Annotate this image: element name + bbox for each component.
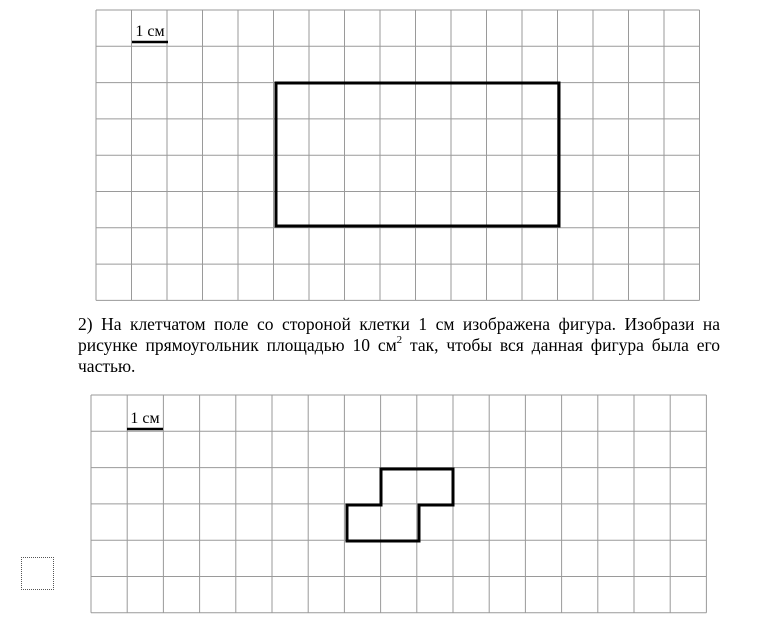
task-2-text bbox=[78, 314, 720, 377]
top-rectangle-figure bbox=[276, 83, 559, 226]
answer-box[interactable] bbox=[21, 557, 54, 590]
task-number: 2) bbox=[78, 314, 93, 334]
bottom-scale-label: 1 см bbox=[130, 410, 160, 427]
bottom-grid bbox=[91, 395, 706, 613]
task-text-superscript: 2 bbox=[396, 334, 403, 346]
top-scale-label: 1 см bbox=[135, 23, 165, 40]
bottom-step-figure bbox=[347, 469, 453, 541]
task-text-main: На клетчатом поле со стороной клетки 1 см изображена фигура. Изобрази на рисунке прямоугольник площадью 10 см bbox=[78, 314, 720, 355]
top-grid bbox=[96, 10, 700, 300]
task-text-end: так, чтобы вся данная фигура была его частью. bbox=[78, 335, 720, 376]
